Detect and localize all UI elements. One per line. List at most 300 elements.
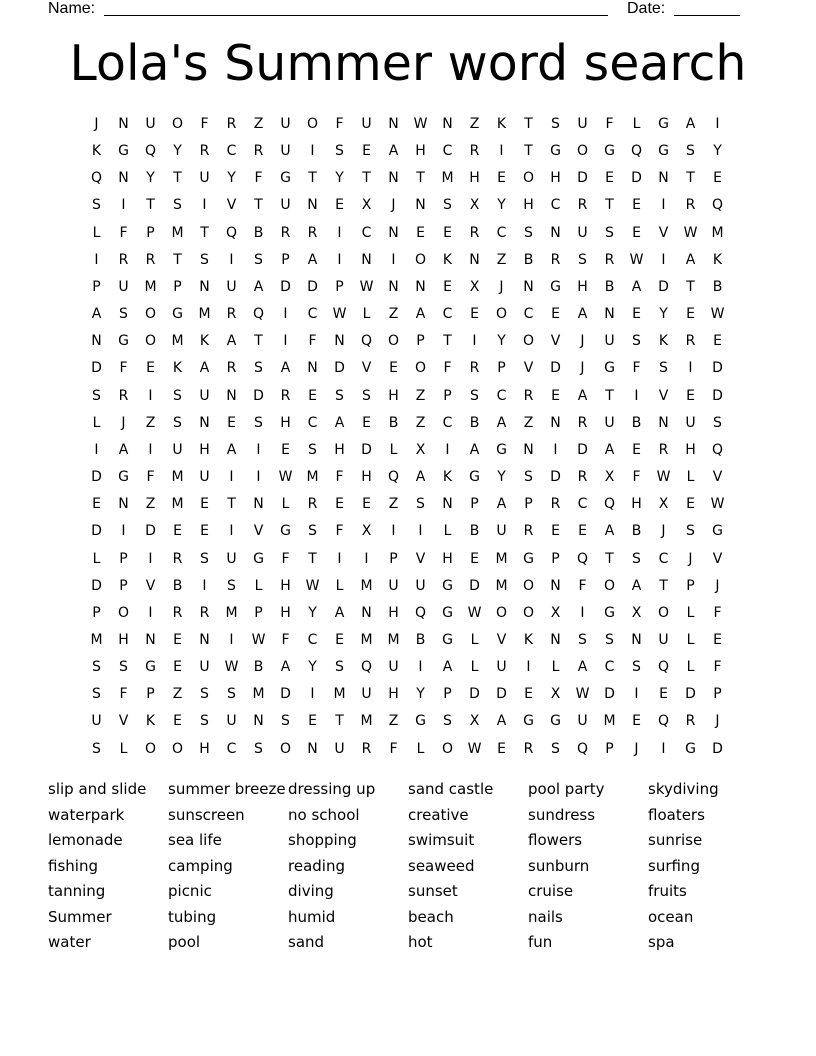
grid-letter: G <box>523 713 534 730</box>
grid-letter: D <box>604 686 615 703</box>
grid-letter: A <box>388 143 399 160</box>
grid-letter: N <box>658 414 669 431</box>
grid-letter: Q <box>630 143 643 160</box>
grid-letter: U <box>226 278 237 295</box>
grid-letter: C <box>496 387 507 404</box>
grid-letter: L <box>362 306 371 323</box>
grid-letter: P <box>416 333 425 350</box>
grid-letter: M <box>171 333 184 350</box>
grid-letter: J <box>715 577 720 594</box>
grid-letter: L <box>92 414 101 431</box>
grid-letter: O <box>306 116 319 132</box>
grid-letter: J <box>715 713 720 730</box>
word-list-item: reading <box>288 856 345 875</box>
word-list-item: sunrise <box>648 831 703 849</box>
grid-letter: A <box>307 251 318 268</box>
grid-letter: I <box>337 251 342 268</box>
grid-letter: F <box>281 550 290 567</box>
grid-letter: V <box>361 360 372 377</box>
grid-letter: R <box>604 251 615 268</box>
grid-letter: G <box>118 143 129 160</box>
grid-letter: M <box>225 604 238 621</box>
grid-letter: N <box>550 577 561 594</box>
word-list-item: cruise <box>528 882 574 900</box>
word-list-item: hot <box>408 933 433 951</box>
grid-letter: D <box>685 686 696 703</box>
grid-letter: L <box>443 523 452 540</box>
grid-letter: S <box>119 659 128 676</box>
grid-letter: U <box>658 631 669 648</box>
word-list-item: tanning <box>48 882 106 900</box>
grid-letter: O <box>387 333 400 350</box>
grid-letter: S <box>686 143 695 160</box>
grid-letter: N <box>91 333 102 350</box>
grid-letter: P <box>173 278 182 295</box>
grid-letter: R <box>523 740 534 757</box>
grid-letter: E <box>173 523 182 540</box>
word-list-item: sea life <box>168 831 222 849</box>
grid-letter: A <box>442 659 453 676</box>
grid-letter: T <box>686 278 695 295</box>
grid-letter: B <box>469 523 480 540</box>
grid-letter: E <box>551 306 560 323</box>
grid-letter: E <box>227 414 236 431</box>
grid-letter: U <box>388 577 399 594</box>
grid-letter: X <box>361 197 372 214</box>
grid-letter: O <box>657 604 670 621</box>
grid-letter: W <box>710 496 725 513</box>
grid-letter: V <box>226 197 237 214</box>
grid-letter: Y <box>497 469 506 486</box>
grid-letter: P <box>524 496 533 513</box>
grid-letter: D <box>280 278 291 295</box>
grid-letter: S <box>578 631 587 648</box>
grid-letter: L <box>389 441 398 458</box>
grid-letter: Y <box>416 686 425 703</box>
grid-letter: G <box>442 577 453 594</box>
grid-letter: N <box>334 333 345 350</box>
grid-letter: N <box>253 713 264 730</box>
grid-letter: R <box>577 414 588 431</box>
grid-letter: O <box>495 604 508 621</box>
grid-letter: R <box>523 387 534 404</box>
grid-letter: R <box>226 360 237 377</box>
grid-letter: R <box>469 360 480 377</box>
grid-letter: U <box>199 469 210 486</box>
grid-letter: Z <box>469 116 480 132</box>
grid-letter: T <box>524 143 533 160</box>
grid-letter: D <box>631 170 642 187</box>
grid-letter: S <box>578 251 587 268</box>
grid-letter: B <box>388 414 399 431</box>
grid-letter: R <box>118 251 129 268</box>
grid-letter: I <box>310 686 315 703</box>
grid-letter: T <box>443 333 452 350</box>
grid-letter: D <box>361 441 372 458</box>
grid-letter: W <box>629 251 644 268</box>
grid-letter: Y <box>497 197 506 214</box>
grid-letter: C <box>442 143 453 160</box>
grid-letter: Y <box>173 143 182 160</box>
grid-letter: T <box>335 713 344 730</box>
grid-letter: E <box>632 197 641 214</box>
word-list-item: waterpark <box>48 805 125 824</box>
grid-letter: I <box>94 251 99 268</box>
grid-letter: M <box>603 713 616 730</box>
grid-letter: I <box>202 577 207 594</box>
grid-letter: T <box>254 333 263 350</box>
grid-letter: A <box>91 306 102 323</box>
word-list-item: beach <box>408 907 454 926</box>
word-list-item: no school <box>288 805 360 824</box>
grid-letter: S <box>227 686 236 703</box>
grid-letter: D <box>712 740 723 757</box>
grid-letter: G <box>550 713 561 730</box>
grid-letter: V <box>496 631 507 648</box>
grid-letter: G <box>550 278 561 295</box>
grid-letter: R <box>685 197 696 214</box>
grid-letter: H <box>685 441 696 458</box>
grid-letter: E <box>443 278 452 295</box>
grid-letter: V <box>712 550 723 567</box>
grid-letter: I <box>553 441 558 458</box>
grid-letter: S <box>119 306 128 323</box>
grid-letter: U <box>91 713 102 730</box>
grid-letter: Z <box>145 496 156 513</box>
grid-letter: G <box>712 523 723 540</box>
grid-letter: P <box>443 387 452 404</box>
grid-letter: T <box>605 197 614 214</box>
grid-letter: C <box>604 659 615 676</box>
grid-letter: D <box>145 523 156 540</box>
grid-letter: E <box>335 631 344 648</box>
grid-letter: G <box>415 713 426 730</box>
grid-letter: E <box>686 496 695 513</box>
grid-letter: R <box>658 441 669 458</box>
grid-letter: M <box>171 496 184 513</box>
grid-letter: J <box>499 278 504 295</box>
grid-letter: D <box>280 686 291 703</box>
grid-letter: R <box>685 713 696 730</box>
grid-letter: S <box>362 387 371 404</box>
word-list-item: slip and slide <box>48 780 147 798</box>
grid-letter: O <box>414 251 427 268</box>
grid-letter: W <box>683 224 698 241</box>
grid-letter: A <box>631 278 642 295</box>
grid-letter: S <box>200 550 209 567</box>
grid-letter: R <box>523 523 534 540</box>
grid-letter: S <box>200 713 209 730</box>
grid-letter: Z <box>523 414 534 431</box>
grid-letter: H <box>199 441 210 458</box>
grid-letter: W <box>656 469 671 486</box>
grid-letter: U <box>172 441 183 458</box>
grid-letter: D <box>307 278 318 295</box>
grid-letter: F <box>200 116 209 132</box>
grid-letter: A <box>280 360 291 377</box>
grid-letter: F <box>713 604 722 621</box>
grid-letter: V <box>550 333 561 350</box>
grid-letter: H <box>523 197 534 214</box>
grid-letter: M <box>441 170 454 187</box>
grid-letter: W <box>251 631 266 648</box>
grid-letter: B <box>631 414 642 431</box>
grid-letter: R <box>469 224 480 241</box>
grid-letter: P <box>92 278 101 295</box>
grid-letter: W <box>710 306 725 323</box>
grid-letter: E <box>551 523 560 540</box>
grid-letter: H <box>361 469 372 486</box>
grid-letter: U <box>577 116 588 132</box>
grid-letter: Q <box>387 469 400 486</box>
grid-letter: U <box>577 713 588 730</box>
grid-letter: E <box>173 631 182 648</box>
grid-letter: S <box>524 469 533 486</box>
grid-letter: N <box>361 251 372 268</box>
grid-letter: T <box>254 197 263 214</box>
grid-letter: L <box>335 577 344 594</box>
grid-letter: P <box>470 496 479 513</box>
grid-letter: I <box>229 251 234 268</box>
grid-letter: O <box>171 116 184 132</box>
grid-letter: Q <box>144 143 157 160</box>
word-list-item: pool party <box>528 780 605 798</box>
grid-letter: J <box>391 197 396 214</box>
grid-letter: G <box>172 306 183 323</box>
grid-letter: L <box>416 740 425 757</box>
grid-letter: H <box>550 170 561 187</box>
grid-letter: D <box>712 387 723 404</box>
grid-letter: S <box>254 360 263 377</box>
grid-letter: N <box>388 170 399 187</box>
grid-letter: E <box>443 224 452 241</box>
grid-letter: G <box>118 469 129 486</box>
grid-letter: I <box>337 224 342 241</box>
grid-letter: U <box>199 170 210 187</box>
grid-letter: G <box>685 740 696 757</box>
grid-letter: I <box>391 523 396 540</box>
grid-letter: H <box>199 740 210 757</box>
grid-letter: I <box>661 197 666 214</box>
grid-letter: C <box>307 306 318 323</box>
grid-letter: U <box>577 224 588 241</box>
grid-letter: I <box>202 197 207 214</box>
grid-letter: Z <box>145 414 156 431</box>
grid-letter: M <box>711 224 724 241</box>
grid-letter: F <box>632 469 641 486</box>
grid-letter: F <box>335 523 344 540</box>
grid-letter: X <box>631 604 642 621</box>
grid-letter: C <box>307 631 318 648</box>
grid-letter: N <box>388 116 399 132</box>
grid-letter: E <box>362 496 371 513</box>
grid-letter: R <box>280 224 291 241</box>
grid-letter: G <box>469 469 480 486</box>
grid-letter: O <box>171 740 184 757</box>
grid-letter: M <box>171 469 184 486</box>
grid-letter: H <box>334 441 345 458</box>
grid-letter: W <box>575 686 590 703</box>
grid-letter: M <box>252 686 265 703</box>
grid-letter: H <box>469 170 480 187</box>
grid-letter: C <box>226 143 237 160</box>
grid-letter: O <box>279 740 292 757</box>
grid-letter: O <box>522 333 535 350</box>
grid-letter: U <box>388 659 399 676</box>
grid-letter: C <box>658 550 669 567</box>
word-list-item: nails <box>528 907 563 926</box>
grid-letter: I <box>634 686 639 703</box>
grid-letter: I <box>148 550 153 567</box>
word-list-item: spa <box>648 933 675 951</box>
grid-letter: S <box>443 197 452 214</box>
grid-letter: A <box>577 387 588 404</box>
grid-letter: L <box>632 116 641 132</box>
grid-letter: N <box>199 414 210 431</box>
grid-letter: L <box>92 224 101 241</box>
word-list-item: diving <box>288 882 334 900</box>
grid-letter: B <box>631 523 642 540</box>
grid-letter: R <box>550 496 561 513</box>
grid-letter: S <box>308 523 317 540</box>
grid-letter: D <box>253 387 264 404</box>
grid-letter: N <box>199 631 210 648</box>
grid-letter: I <box>688 360 693 377</box>
grid-letter: G <box>658 143 669 160</box>
grid-letter: O <box>144 306 157 323</box>
grid-letter: R <box>361 740 372 757</box>
grid-letter: S <box>335 659 344 676</box>
grid-letter: S <box>92 197 101 214</box>
grid-letter: I <box>121 523 126 540</box>
grid-letter: P <box>254 604 263 621</box>
grid-letter: G <box>604 143 615 160</box>
grid-letter: D <box>469 686 480 703</box>
grid-letter: T <box>524 116 533 132</box>
grid-letter: U <box>685 414 696 431</box>
grid-letter: H <box>415 143 426 160</box>
grid-letter: N <box>145 631 156 648</box>
grid-letter: Q <box>576 740 589 757</box>
grid-letter: N <box>307 360 318 377</box>
grid-letter: X <box>469 278 480 295</box>
grid-letter: E <box>551 387 560 404</box>
grid-letter: S <box>254 414 263 431</box>
grid-letter: I <box>364 550 369 567</box>
word-list-item: water <box>48 933 91 951</box>
grid-letter: L <box>686 659 695 676</box>
grid-letter: E <box>470 550 479 567</box>
grid-letter: C <box>361 224 372 241</box>
grid-letter: L <box>254 577 263 594</box>
grid-letter: N <box>388 224 399 241</box>
grid-letter: G <box>280 170 291 187</box>
grid-letter: O <box>603 577 616 594</box>
grid-letter: R <box>280 387 291 404</box>
grid-letter: X <box>550 686 561 703</box>
grid-letter: F <box>119 224 128 241</box>
grid-letter: H <box>388 686 399 703</box>
grid-letter: D <box>550 469 561 486</box>
grid-letter: N <box>523 441 534 458</box>
grid-letter: F <box>578 577 587 594</box>
grid-letter: D <box>91 360 102 377</box>
grid-letter: O <box>522 577 535 594</box>
grid-letter: Q <box>576 550 589 567</box>
grid-letter: X <box>469 713 480 730</box>
grid-letter: H <box>631 496 642 513</box>
grid-letter: S <box>254 251 263 268</box>
grid-letter: Q <box>225 224 238 241</box>
grid-letter: A <box>496 496 507 513</box>
grid-letter: T <box>686 170 695 187</box>
grid-letter: A <box>280 659 291 676</box>
grid-letter: R <box>199 604 210 621</box>
grid-letter: X <box>469 197 480 214</box>
grid-letter: D <box>550 360 561 377</box>
grid-letter: A <box>577 306 588 323</box>
name-blank-line <box>104 15 608 16</box>
grid-letter: X <box>415 441 426 458</box>
grid-letter: R <box>469 143 480 160</box>
grid-letter: E <box>335 197 344 214</box>
grid-letter: P <box>119 577 128 594</box>
grid-letter: N <box>604 306 615 323</box>
grid-letter: S <box>173 387 182 404</box>
word-list-item: surfing <box>648 856 700 875</box>
grid-letter: F <box>713 659 722 676</box>
grid-letter: E <box>713 333 722 350</box>
grid-letter: P <box>686 577 695 594</box>
grid-letter: U <box>145 116 156 132</box>
grid-letter: S <box>659 360 668 377</box>
grid-letter: N <box>388 278 399 295</box>
grid-letter: P <box>713 686 722 703</box>
grid-letter: E <box>173 659 182 676</box>
grid-letter: I <box>526 659 531 676</box>
word-list-item: sunburn <box>528 856 590 875</box>
grid-letter: F <box>443 360 452 377</box>
grid-letter: T <box>308 170 317 187</box>
grid-letter: R <box>226 116 237 132</box>
grid-letter: I <box>634 387 639 404</box>
grid-letter: Z <box>388 496 399 513</box>
grid-letter: R <box>685 333 696 350</box>
word-list-item: humid <box>288 907 336 926</box>
word-list <box>48 778 768 957</box>
grid-letter: L <box>281 496 290 513</box>
word-list-item: sunscreen <box>168 805 245 824</box>
grid-letter: N <box>415 197 426 214</box>
grid-letter: G <box>442 631 453 648</box>
grid-letter: Z <box>496 251 507 268</box>
grid-letter: D <box>577 170 588 187</box>
grid-letter: F <box>119 360 128 377</box>
grid-letter: Z <box>172 686 183 703</box>
grid-letter: U <box>604 414 615 431</box>
grid-letter: U <box>199 387 210 404</box>
grid-letter: I <box>283 306 288 323</box>
grid-letter: M <box>90 631 103 648</box>
grid-letter: S <box>92 659 101 676</box>
grid-letter: C <box>496 224 507 241</box>
grid-letter: G <box>658 116 669 132</box>
grid-letter: D <box>91 577 102 594</box>
grid-letter: K <box>172 360 183 377</box>
grid-letter: H <box>442 550 453 567</box>
grid-letter: I <box>580 604 585 621</box>
grid-letter: M <box>360 577 373 594</box>
